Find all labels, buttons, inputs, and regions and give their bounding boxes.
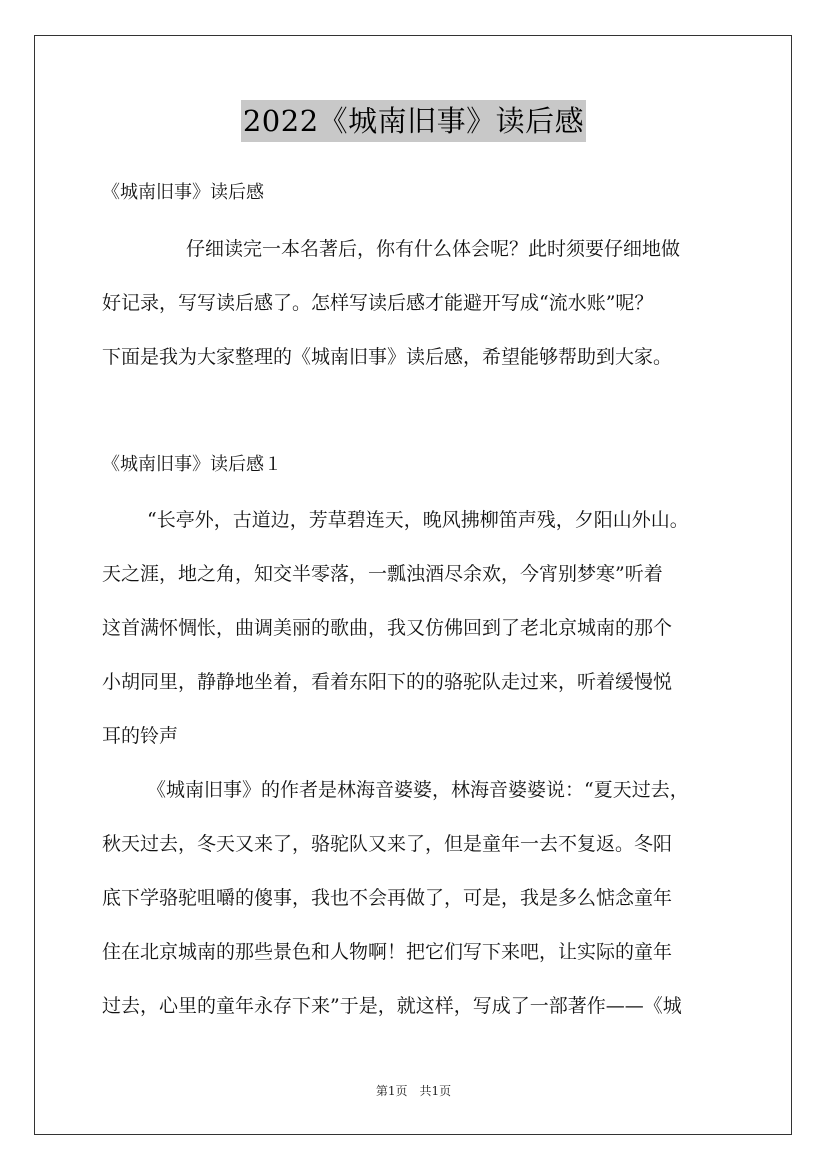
intro-line: 仔细读完一本名著后，你有什么体会呢？此时须要仔细地做 (186, 238, 681, 260)
paragraph-line: 小胡同里，静静地坐着，看着东阳下的的骆驼队走过来，听着缓慢悦 (102, 671, 673, 693)
intro-line: 下面是我为大家整理的《城南旧事》读后感，希望能够帮助到大家。 (102, 346, 673, 368)
intro-line: 好记录，写写读后感了。怎样写读后感才能避开写成“流水账”呢？ (102, 292, 654, 314)
page-footer: 第1页 共1页 (375, 1084, 452, 1098)
paragraph-line: 耳的铃声 (102, 725, 179, 747)
paragraph-line: 秋天过去，冬天又来了，骆驼队又来了，但是童年一去不复返。冬阳 (102, 833, 673, 855)
paragraph-line: 《城南旧事》的作者是林海音婆婆，林海音婆婆说：“夏天过去， (147, 779, 689, 801)
subtitle: 《城南旧事》读后感 (102, 182, 264, 203)
document-title: 2022《城南旧事》读后感 (241, 100, 586, 142)
section-heading: 《城南旧事》读后感１ (102, 454, 282, 475)
paragraph-line: 天之涯，地之角，知交半零落，一瓢浊酒尽余欢，今宵别梦寒”听着 (102, 563, 663, 585)
paragraph-line: 这首满怀惆怅，曲调美丽的歌曲，我又仿佛回到了老北京城南的那个 (102, 617, 673, 639)
paragraph-line: 底下学骆驼咀嚼的傻事，我也不会再做了，可是，我是多么惦念童年 (102, 887, 673, 909)
paragraph-line: “长亭外，古道边，芳草碧连天，晚风拂柳笛声残，夕阳山外山。 (147, 509, 689, 531)
paragraph-line: 过去，心里的童年永存下来”于是，就这样，写成了一部著作——《城 (102, 995, 682, 1017)
paragraph-line: 住在北京城南的那些景色和人物啊！把它们写下来吧，让实际的童年 (102, 941, 673, 963)
